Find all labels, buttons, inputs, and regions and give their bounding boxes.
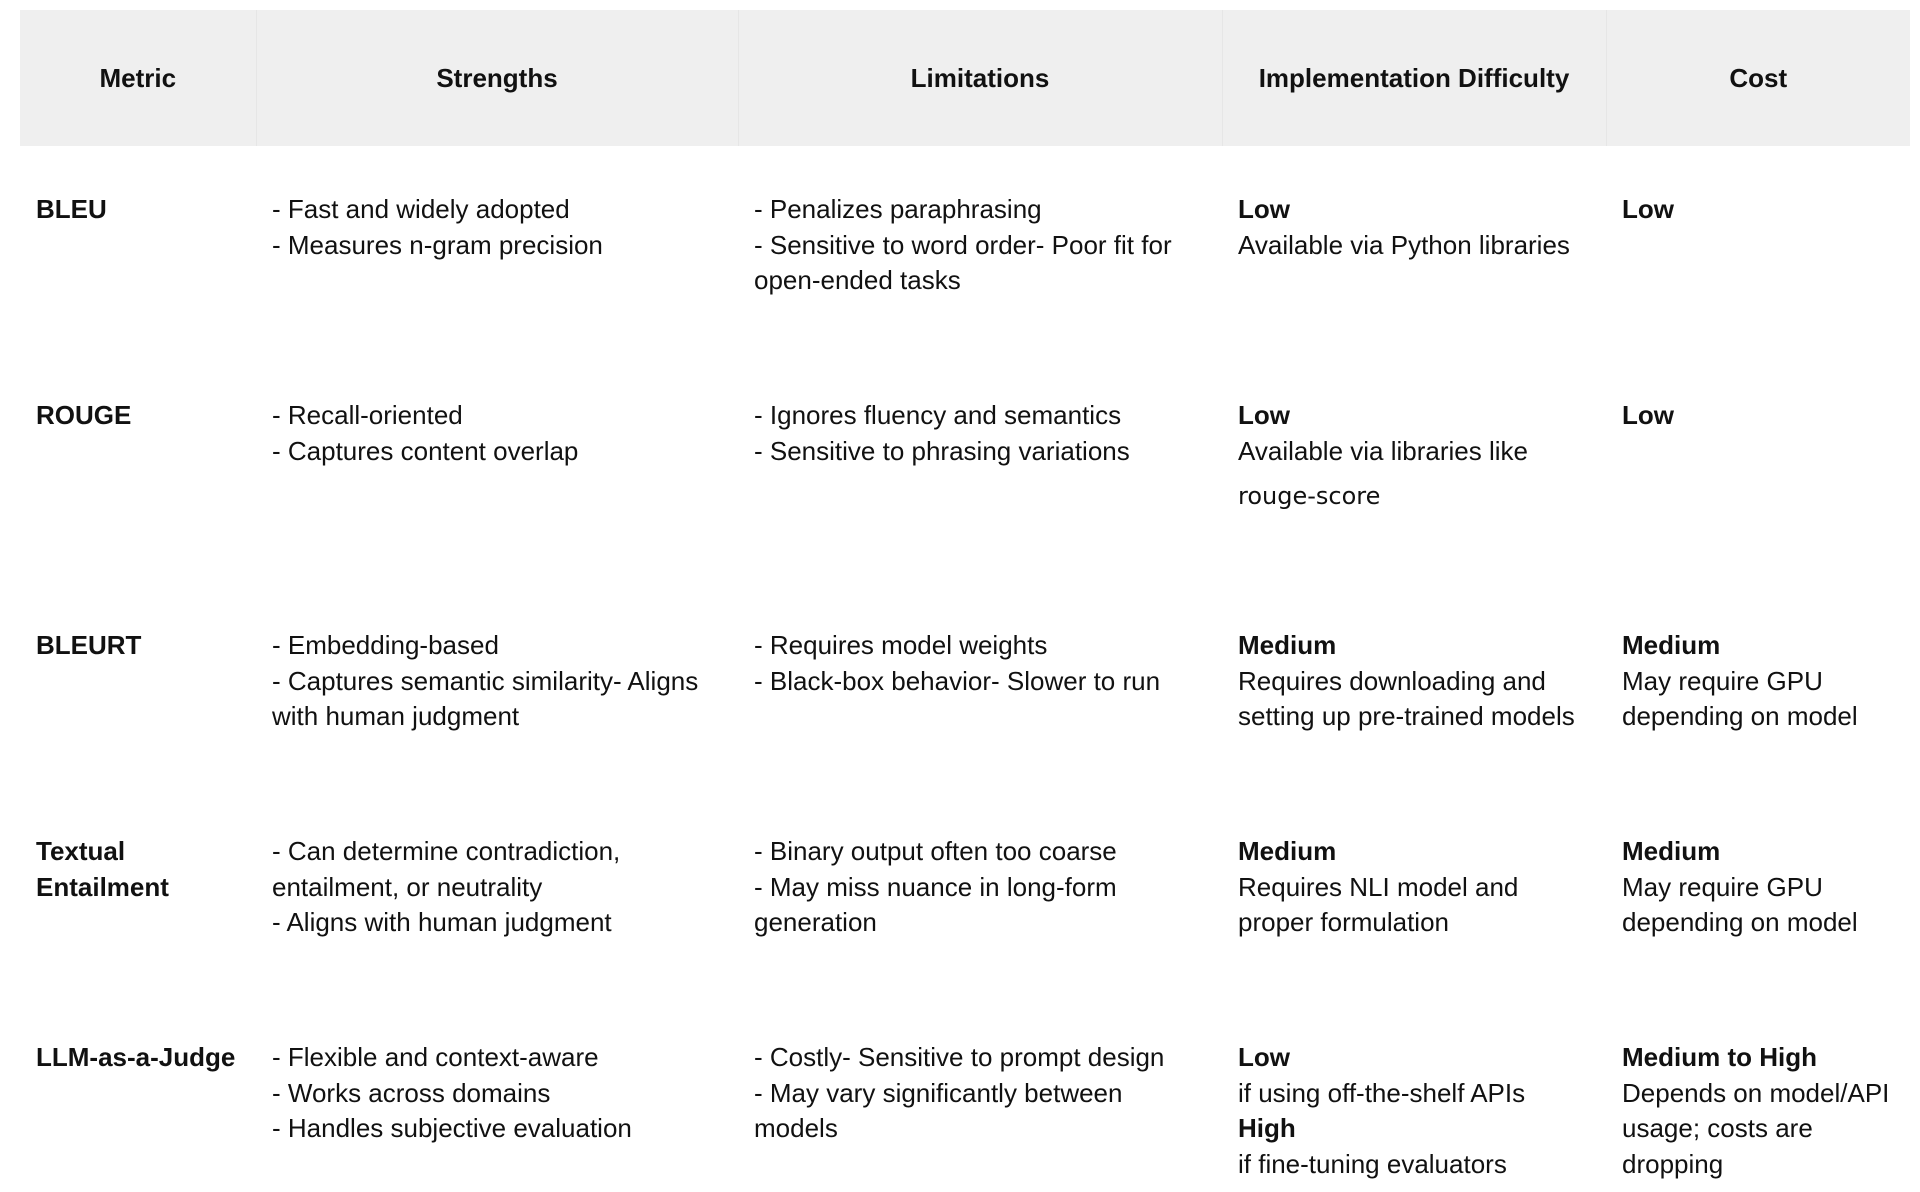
limitation-item: - Requires model weights [754,630,1048,660]
difficulty-note: Requires downloading and setting up pre-trained models [1238,665,1575,731]
difficulty-level: Low [1238,1042,1290,1072]
cost-cell [1606,352,1910,582]
difficulty-level: Medium [1238,836,1337,866]
strength-item: - Recall-oriented [272,400,463,430]
metric-name: Textual Entailment [36,836,169,902]
strengths-cell [256,146,738,352]
strength-item: - Measures n-gram precision [272,229,603,260]
limitation-item: - Ignores fluency and semantics [754,400,1122,430]
table-row [20,994,1910,1182]
metric-name: BLEU [36,194,107,224]
metric-name: BLEURT [36,630,142,660]
strengths-cell [256,582,738,788]
table-row [20,352,1910,582]
limitation-item: - Sensitive to word order- Poor fit for open-ended tasks [754,229,1172,295]
header-metric: Metric [99,62,177,93]
strength-item: - Flexible and context-aware [272,1042,599,1072]
table-row [20,788,1910,994]
difficulty-level: Low [1238,194,1290,224]
limitations-cell [738,146,1222,352]
strengths-cell [256,352,738,582]
strength-item: - Captures semantic similarity- Aligns with human judgment [272,665,699,731]
limitation-item: - May miss nuance in long-form generation [754,871,1117,937]
cost-note: May require GPU depending on model [1622,665,1858,731]
difficulty-cell [1222,146,1606,352]
difficulty-note: if using off-the-shelf APIs [1238,1077,1526,1108]
strengths-cell [256,994,738,1182]
cost-cell [1606,582,1910,788]
header-cost: Cost [1606,10,1910,146]
metric-name: ROUGE [36,400,132,430]
difficulty-note: Available via Python libraries [1238,229,1570,260]
cost-level: Low [1622,194,1674,224]
cost-cell [1606,146,1910,352]
limitations-cell [738,352,1222,582]
cost-level: Medium [1622,836,1721,866]
difficulty-note-alt: if fine-tuning evaluators [1238,1148,1507,1179]
strength-item: - Aligns with human judgment [272,907,612,937]
cost-level: Low [1622,400,1674,430]
limitation-item: - Binary output often too coarse [754,836,1117,866]
cost-note: Depends on model/API usage; costs are dropping [1622,1077,1890,1179]
strengths-cell [256,788,738,994]
strength-item: - Fast and widely adopted [272,194,570,224]
strength-item: - Works across domains [272,1077,551,1108]
difficulty-cell [1222,582,1606,788]
cost-note: May require GPU depending on model [1622,871,1858,937]
limitations-cell [738,788,1222,994]
header-strengths: Strengths [256,10,738,146]
header-difficulty: Implementation Difficulty [1222,10,1606,146]
cost-level: Medium to High [1622,1042,1817,1072]
difficulty-cell [1222,994,1606,1182]
limitation-item: - May vary significantly between models [754,1077,1123,1143]
difficulty-cell [1222,788,1606,994]
difficulty-note: Requires NLI model and proper formulation [1238,871,1519,937]
strength-item: - Embedding-based [272,630,499,660]
difficulty-note: Available via libraries like [1238,435,1528,466]
header-row [20,10,1910,146]
table-row [20,146,1910,352]
cost-cell [1606,994,1910,1182]
metrics-comparison-table [20,10,1910,1182]
limitation-item: - Sensitive to phrasing variations [754,435,1130,466]
table [20,10,1910,1182]
cost-level: Medium [1622,630,1721,660]
limitation-item: - Penalizes paraphrasing [754,194,1042,224]
limitations-cell [738,582,1222,788]
difficulty-level: Low [1238,400,1290,430]
strength-item: - Handles subjective evaluation [272,1113,632,1143]
strength-item: - Captures content overlap [272,435,579,466]
difficulty-level-alt: High [1238,1113,1296,1143]
difficulty-cell [1222,352,1606,582]
limitation-item: - Black-box behavior- Slower to run [754,665,1161,696]
table-row [20,582,1910,788]
library-name: rouge-score [1238,482,1381,510]
limitations-cell [738,994,1222,1182]
limitation-item: - Costly- Sensitive to prompt design [754,1042,1165,1072]
difficulty-level: Medium [1238,630,1337,660]
metric-name: LLM-as-a-Judge [36,1042,236,1072]
cost-cell [1606,788,1910,994]
header-limitations: Limitations [738,10,1222,146]
strength-item: - Can determine contradiction, entailment, or neutrality [272,836,621,902]
